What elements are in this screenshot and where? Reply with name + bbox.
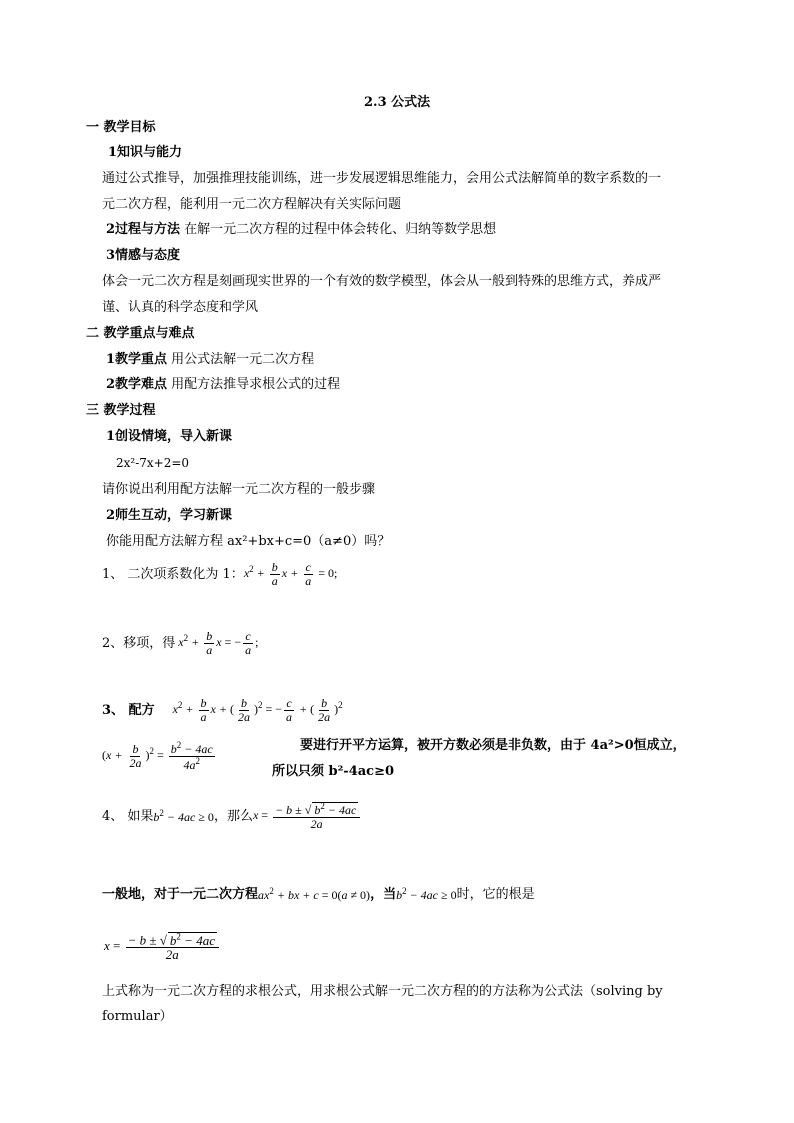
general-roots: 时，它的根是 — [456, 886, 535, 902]
question-text: 你能用配方法解方程 ax²+bx+c=0（a≠0）吗？ — [106, 534, 391, 549]
general-statement — [102, 883, 535, 905]
process-line — [106, 223, 496, 236]
step-3 — [102, 690, 343, 730]
note-line: 要进行开平方运算，被开方数必须是非负数，由于 4a²>0恒成立， — [300, 738, 686, 753]
difficulty-text: 用配方法推导求根公式的过程 — [167, 377, 341, 392]
general-equation: $ax^2$ + bx + c = 0(a ≠ 0) — [258, 886, 371, 902]
difficulty-line — [106, 378, 340, 391]
question-text: 请你说出利用配方法解一元二次方程的一般步骤 — [102, 482, 376, 497]
step-3-formula: $x^2$ + $\frac{b}{a}$ x + ( $\frac{b}{2a}$ )$^2$ = − $\frac{c}{a}$ + ( $\frac{b}{2a}$ )$^2$ — [172, 695, 343, 724]
paragraph-line: 谨、认真的科学态度和学风 — [102, 300, 259, 315]
step-2-label: 2、移项，得 — [102, 635, 176, 651]
step-3-label: 3、 配方 — [102, 702, 155, 718]
completed-square-formula: (x + $\frac{b}{2a}$ )$^2$ = $\frac{b^2 - 4ac}{4a^2}$ — [102, 739, 213, 772]
general-intro: 一般地，对于一元二次方程 — [102, 886, 259, 902]
step-4 — [102, 796, 362, 836]
section-heading-process: 三 教学过程 — [86, 403, 156, 418]
general-when: ，当 — [370, 886, 397, 902]
completed-square — [102, 736, 217, 776]
paragraph-line: 通过公式推导，加强推理技能训练，进一步发展逻辑思维能力，会用公式法解简单的数字系数的一 — [102, 171, 662, 186]
step-4-then: ，那么 — [213, 808, 253, 824]
step-1 — [102, 556, 337, 592]
quadratic-formula — [104, 925, 221, 969]
subheading-interaction: 2师生互动，学习新课 — [106, 508, 233, 523]
subheading-scenario: 1创设情境，导入新课 — [106, 429, 233, 444]
difficulty-label: 2教学难点 — [106, 377, 168, 392]
example-equation: 2x²-7x+2=0 — [116, 456, 190, 470]
subheading-process: 2过程与方法 — [106, 222, 181, 237]
discriminant-condition: $b^2 - 4ac \ge 0$ — [153, 808, 214, 824]
conclusion-line: formular） — [102, 1009, 173, 1024]
page-title: 2.3 公式法 — [364, 95, 431, 110]
process-text: 在解一元二次方程的过程中体会转化、归纳等数学思想 — [180, 222, 497, 237]
section-heading-key-points: 二 教学重点与难点 — [86, 326, 195, 341]
step-4-formula: x = $\frac{- b \pm √ b^2 - 4ac}{2a}$ — [253, 802, 362, 830]
key-point-label: 1教学重点 — [106, 352, 168, 367]
step-2 — [102, 624, 258, 662]
paragraph-line: 体会一元二次方程是刻画现实世界的一个有效的数学模型，体会从一般到特殊的思维方式，养成严 — [102, 274, 662, 289]
paragraph-line: 元二次方程，能利用一元二次方程解决有关实际问题 — [102, 197, 402, 212]
note-line: 所以只须 b²-4ac≥0 — [272, 764, 395, 779]
step-1-formula: $x^2$ + $\frac{b}{a}$ x + $\frac{c}{a}$ = 0; — [243, 559, 338, 588]
general-condition: $b^2 - 4ac \ge 0$ — [396, 886, 457, 902]
subheading-knowledge: 1知识与能力 — [108, 145, 183, 160]
key-point-line — [106, 353, 314, 366]
section-heading-objectives: 一 教学目标 — [86, 120, 156, 135]
step-2-formula: $x^2$ + $\frac{b}{a}$ x = − $\frac{c}{a}$ ; — [175, 628, 259, 657]
key-point-text: 用公式法解一元二次方程 — [167, 352, 315, 367]
conclusion-line: 上式称为一元二次方程的求根公式，用求根公式解一元二次方程的的方法称为公式法（solving by — [102, 984, 663, 999]
quadratic-formula-expression: x = $\frac{- b \pm √ b^2 - 4ac}{2a}$ — [104, 932, 221, 962]
step-4-label: 4、 如果 — [102, 808, 154, 824]
subheading-attitude: 3情感与态度 — [106, 248, 181, 263]
step-1-label: 1、 二次项系数化为 1： — [102, 566, 244, 582]
